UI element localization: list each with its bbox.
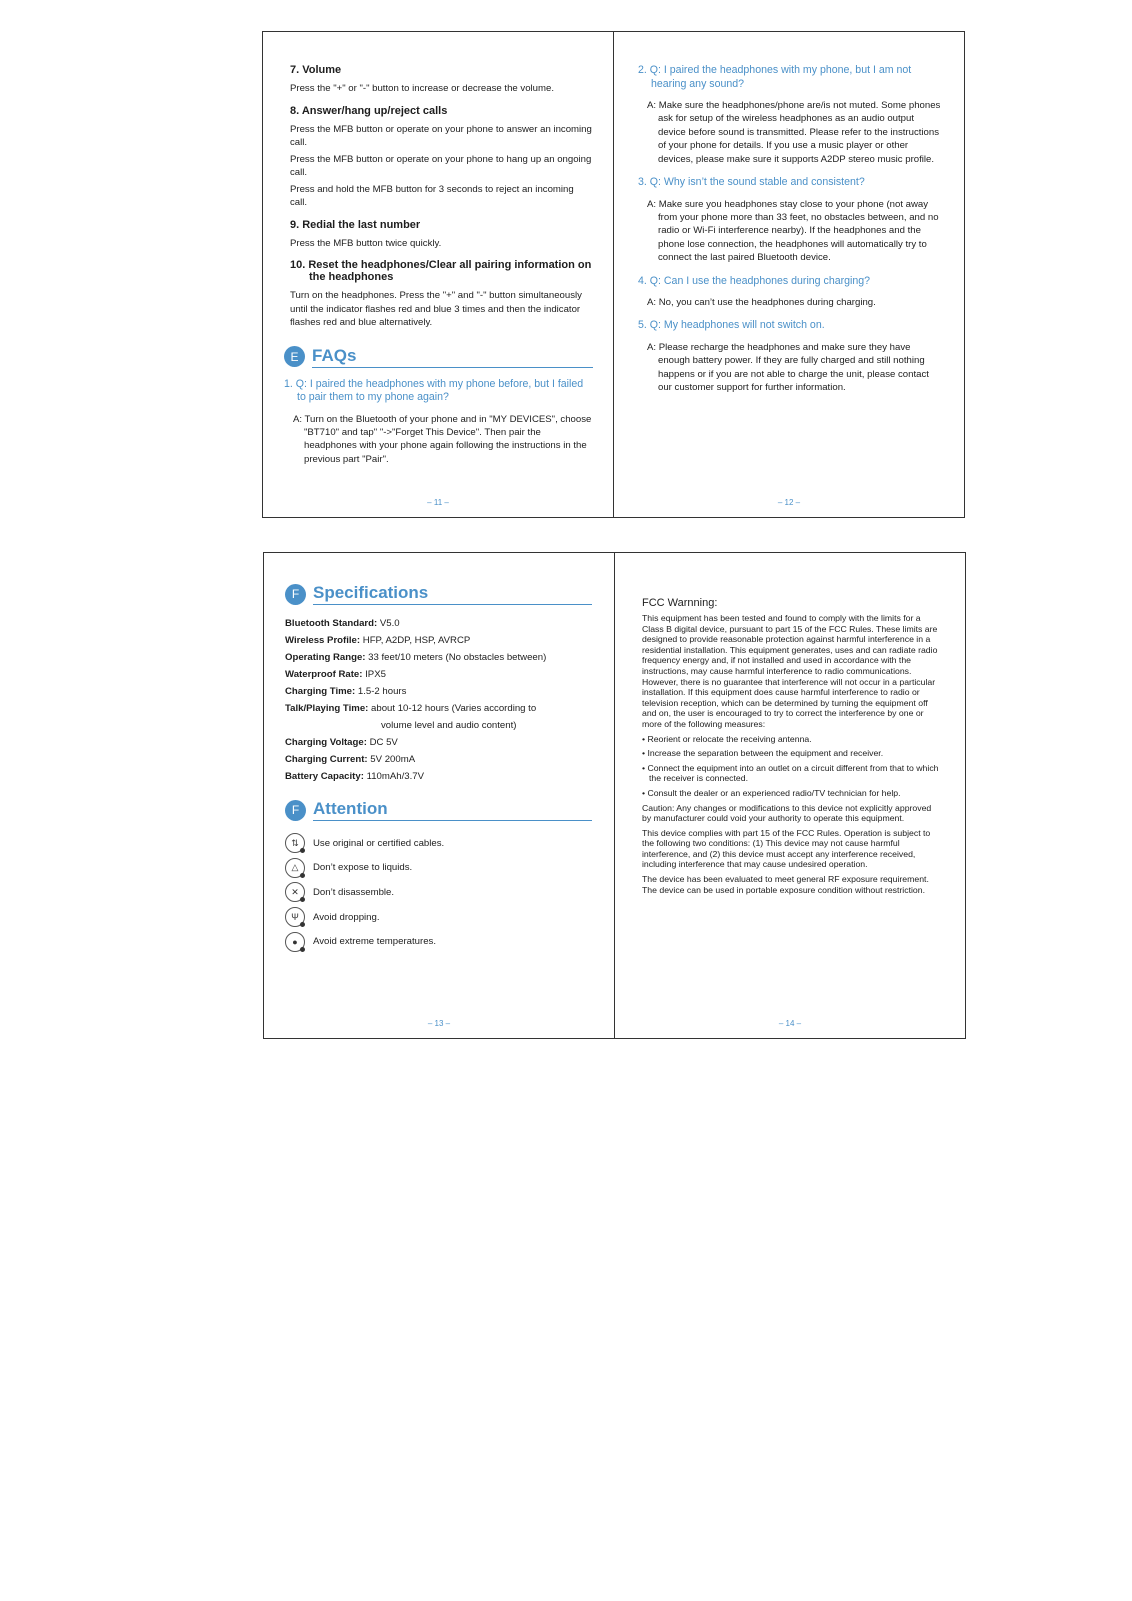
attention-badge: F (285, 800, 306, 821)
fcc-bullet: • Connect the equipment into an outlet on a circuit different from that to which the receiver is connected. (642, 762, 939, 784)
attention-list (285, 831, 592, 954)
faq-question-3: 3. Q: Why isn’t the sound stable and consistent? (638, 176, 865, 189)
volume-text: Press the "+" or "-" button to increase or decrease the volume. (290, 83, 554, 94)
faq-question-5: 5. Q: My headphones will not switch on. (638, 319, 825, 332)
page-number: – 14 – (778, 1019, 802, 1028)
faq-question-2: 2. Q: I paired the headphones with my phone, but I am not hearing any sound? (638, 64, 912, 90)
faq-question-4: 4. Q: Can I use the headphones during charging? (638, 274, 871, 287)
manual-page-14 (614, 552, 966, 1039)
faq-answer-4: A: No, you can’t use the headphones during charging. (647, 297, 876, 309)
faq-title: FAQs (312, 346, 593, 368)
spec-row: Charging Current: 5V 200mA (285, 754, 416, 765)
specifications-badge: F (285, 584, 306, 605)
attention-item: △ Don’t expose to liquids. (285, 856, 592, 881)
volume-heading: 7. Volume (290, 64, 342, 76)
specifications-title: Specifications (313, 583, 592, 605)
spec-row: Bluetooth Standard: V5.0 (285, 618, 400, 629)
calls-text-answer: Press the MFB button or operate on your phone to answer an incoming call. (290, 123, 592, 148)
faq-question-1: 1. Q: I paired the headphones with my phone before, but I failed to pair them to my phone again? (284, 377, 584, 403)
attention-title: Attention (313, 799, 592, 821)
spec-row: Talk/Playing Time: about 10-12 hours (Varies according to (285, 703, 537, 714)
spec-row: Charging Time: 1.5-2 hours (285, 686, 407, 697)
attention-section-header (285, 799, 592, 821)
spec-row-continuation: volume level and audio content) (381, 720, 517, 731)
faq-badge: E (284, 346, 305, 367)
manual-page-13 (263, 552, 615, 1039)
spec-row: Battery Capacity: 110mAh/3.7V (285, 771, 425, 782)
fcc-bullet: • Increase the separation between the equipment and receiver. (642, 748, 884, 759)
redial-heading: 9. Redial the last number (290, 218, 421, 231)
attention-item: ● Avoid extreme temperatures. (285, 929, 592, 954)
manual-page-11 (262, 31, 614, 518)
page-number: – 11 – (427, 498, 449, 507)
faq-answer-5: A: Please recharge the headphones and make sure they have enough battery power. If they are fully charged and still nothing happens or if you are not able to charge the unit, please contact our customer support for further information. (647, 341, 929, 394)
fcc-bullet: • Consult the dealer or an experienced radio/TV technician for help. (642, 787, 901, 798)
spec-row: Operating Range: 33 feet/10 meters (No obstacles between) (285, 652, 547, 663)
attention-item: Ψ Avoid dropping. (285, 905, 592, 930)
drop-icon: Ψ (285, 907, 305, 927)
calls-heading: 8. Answer/hang up/reject calls (290, 104, 448, 117)
reset-text: Turn on the headphones. Press the "+" and "-" button simultaneously until the indicator flashes red and blue 3 times and then the indicator flashes red and blue alternatively. (290, 290, 582, 328)
liquid-icon: △ (285, 858, 305, 878)
fcc-compliance: This device complies with part 15 of the FCC Rules. Operation is subject to the following two conditions: (1) This device may not cause harmful interference, and (2) this device must accept any interference received, including interference that may cause undesired operation. (642, 827, 931, 870)
faq-answer-1: A: Turn on the Bluetooth of your phone and in "MY DEVICES", choose "BT710" and tap" "->"Forget This Device". Then pair the headphones with your phone again following the instructions in the previous part "Pair". (293, 413, 592, 465)
thermometer-icon: ● (285, 932, 305, 952)
calls-text-reject: Press and hold the MFB button for 3 seconds to reject an incoming call. (290, 183, 574, 208)
cable-icon: ⇅ (285, 833, 305, 853)
fcc-bullet: • Reorient or relocate the receiving antenna. (642, 733, 812, 744)
specifications-section-header (285, 583, 592, 605)
spec-row: Charging Voltage: DC 5V (285, 737, 398, 748)
attention-item: ✕ Don’t disassemble. (285, 880, 592, 905)
spec-row: Waterproof Rate: IPX5 (285, 669, 386, 680)
redial-text: Press the MFB button twice quickly. (290, 237, 442, 249)
fcc-caution: Caution: Any changes or modifications to this device not explicitly approved by manufacturer could void your authority to operate this equipment. (642, 802, 932, 824)
attention-item: ⇅ Use original or certified cables. (285, 831, 592, 856)
faq-answer-3: A: Make sure you headphones stay close to your phone (not away from your phone more than 33 feet, no obstacles between, and no radio or Wi-Fi interference nearby). If the headphones and the phone lose connection, the headphones will automatically try to connect the last paired Bluetooth device. (647, 198, 939, 264)
tools-icon: ✕ (285, 882, 305, 902)
manual-page-12 (613, 31, 965, 518)
page-number: – 12 – (777, 498, 801, 507)
spec-row: Wireless Profile: HFP, A2DP, HSP, AVRCP (285, 635, 471, 646)
calls-text-hangup: Press the MFB button or operate on your phone to hang up an ongoing call. (290, 153, 592, 178)
page-number: – 13 – (427, 1019, 451, 1028)
faq-answer-2: A: Make sure the headphones/phone are/is not muted. Some phones ask for setup of the wireless headphones as an audio output device before sound is transmitted. Please refer to the instructions of your phone for details. If you use a music player or other devices, please make sure it supports A2DP stereo music profile. (647, 100, 941, 165)
fcc-warning-title: FCC Warnning: (642, 597, 718, 609)
faq-section-header (284, 346, 593, 368)
fcc-rf-exposure: The device has been evaluated to meet general RF exposure requirement. The device can be used in portable exposure condition without restriction. (642, 874, 929, 895)
specifications-list (285, 615, 592, 785)
fcc-paragraph: This equipment has been tested and found to comply with the limits for a Class B digital device, pursuant to part 15 of the FCC Rules. These limits are designed to provide reasonable protection against harmful interference in a residential installation. This equipment generates, uses and can radiate radio frequency energy and, if not installed and used in accordance with the instructions, may cause harmful interference to radio communications. However, there is no guarantee that interference will not occur in a particular installation. If this equipment does cause harmful interference to radio or television reception, which can be determined by turning the equipment off and on, the user is encouraged to try to correct the interference by one or more of the following measures: (642, 613, 938, 729)
reset-heading: 10. Reset the headphones/Clear all pairing information on the headphones (290, 259, 592, 283)
